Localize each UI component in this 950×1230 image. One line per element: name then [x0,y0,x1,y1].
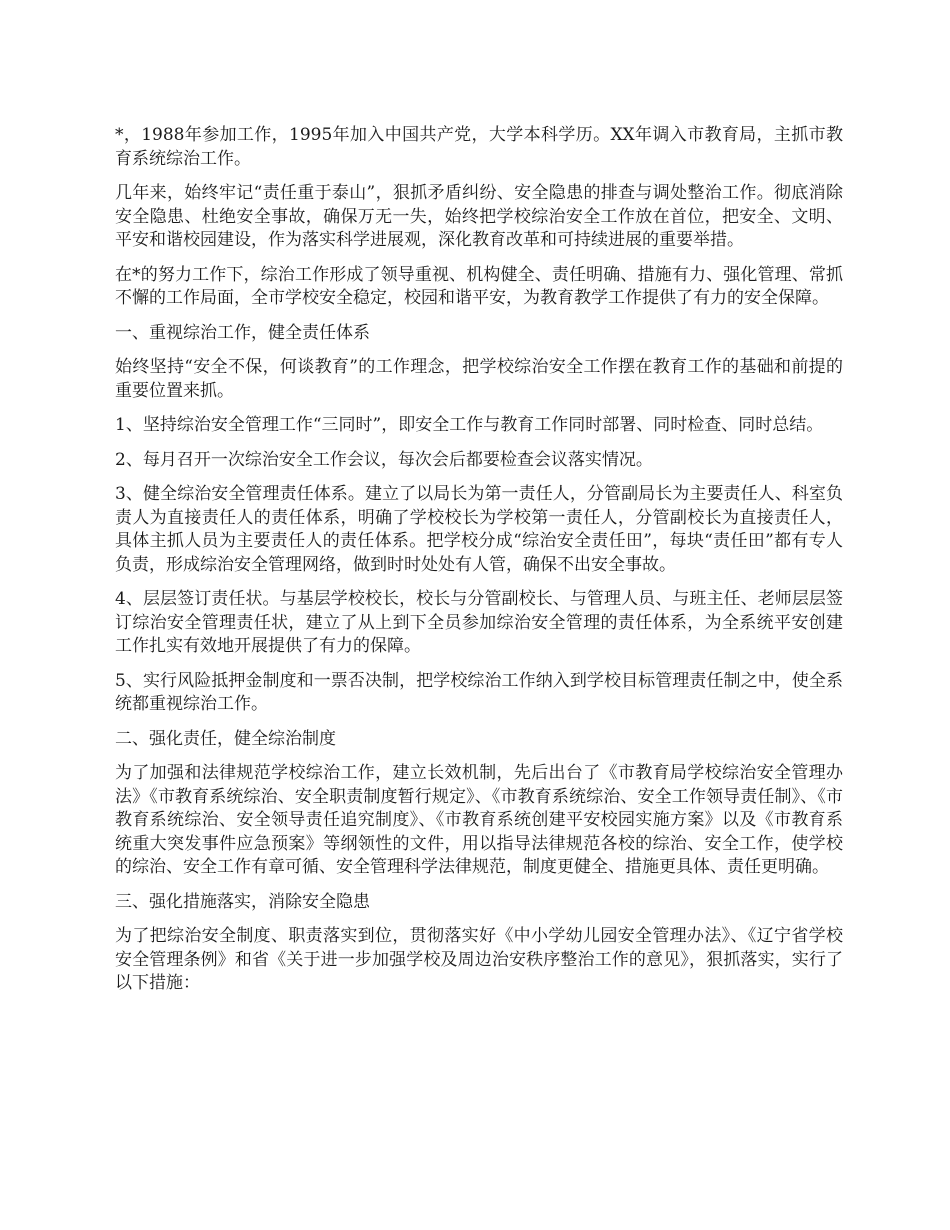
section-3-body: 为了把综治安全制度、职责落实到位，贯彻落实好《中小学幼儿园安全管理办法》、《辽宁省学校安全管理条例》和省《关于进一步加强学校及周边治安秩序整治工作的意见》，狠抓落实，实行了以下措施： [115,926,843,993]
section-heading-1: 一、重视综治工作，健全责任体系 [115,322,370,343]
achievement-paragraph: 在*的努力工作下，综治工作形成了领导重视、机构健全、责任明确、措施有力、强化管理、常抓不懈的工作局面，全市学校安全稳定，校园和谐平安，为教育教学工作提供了有力的安全保障。 [115,264,843,308]
item-5: 5、实行风险抵押金制度和一票否决制，把学校综治工作纳入到学校目标管理责任制之中，使全系统都重视综治工作。 [115,670,843,714]
item-4: 4、层层签订责任状。与基层学校校长，校长与分管副校长、与管理人员、与班主任、老师层层签订综治安全管理责任状，建立了从上到下全员参加综治安全管理的责任体系，为全系统平安创建工作扎实有效地开展提供了有力的保障。 [115,589,843,656]
section-heading-2: 二、强化责任，健全综治制度 [115,728,336,749]
document-body [115,124,843,1007]
intro-paragraph: *，1988年参加工作，1995年加入中国共产党，大学本科学历。XX年调入市教育局，主抓市教育系统综治工作。 [115,125,843,169]
section-heading-3: 三、强化措施落实，消除安全隐患 [115,891,370,912]
item-1: 1、坚持综治安全管理工作“三同时”，即安全工作与教育工作同时部署、同时检查、同时总结。 [115,415,824,435]
section-1-intro: 始终坚持“安全不保，何谈教育”的工作理念，把学校综治安全工作摆在教育工作的基础和前提的重要位置来抓。 [115,357,843,401]
summary-paragraph: 几年来，始终牢记“责任重于泰山”，狠抓矛盾纠纷、安全隐患的排查与调处整治工作。彻底消除安全隐患、杜绝安全事故，确保万无一失，始终把学校综治安全工作放在首位，把安全、文明、平安和谐校园建设，作为落实科学进展观，深化教育改革和可持续进展的重要举措。 [115,183,843,250]
item-3: 3、健全综治安全管理责任体系。建立了以局长为第一责任人，分管副局长为主要责任人、科室负责人为直接责任人的责任体系，明确了学校校长为学校第一责任人，分管副校长为直接责任人，具体主抓人员为主要责任人的责任体系。把学校分成“综治安全责任田”，每块“责任田”都有专人负责，形成综治安全管理网络，做到时时处处有人管，确保不出安全事故。 [115,484,843,575]
item-2: 2、每月召开一次综治安全工作会议，每次会后都要检查会议落实情况。 [115,449,653,470]
section-2-body: 为了加强和法律规范学校综治工作，建立长效机制，先后出台了《市教育局学校综治安全管理办法》《市教育系统综治、安全职责制度暂行规定》、《市教育系统综治、安全工作领导责任制》、《市教育系统综治、安全领导责任追究制度》、《市教育系统创建平安校园实施方案》以及《市教育系统重大突发事件应急预案》等纲领性的文件，用以指导法律规范各校的综治、安全工作，使学校的综治、安全工作有章可循、安全管理科学法律规范，制度更健全、措施更具体、责任更明确。 [115,763,843,877]
